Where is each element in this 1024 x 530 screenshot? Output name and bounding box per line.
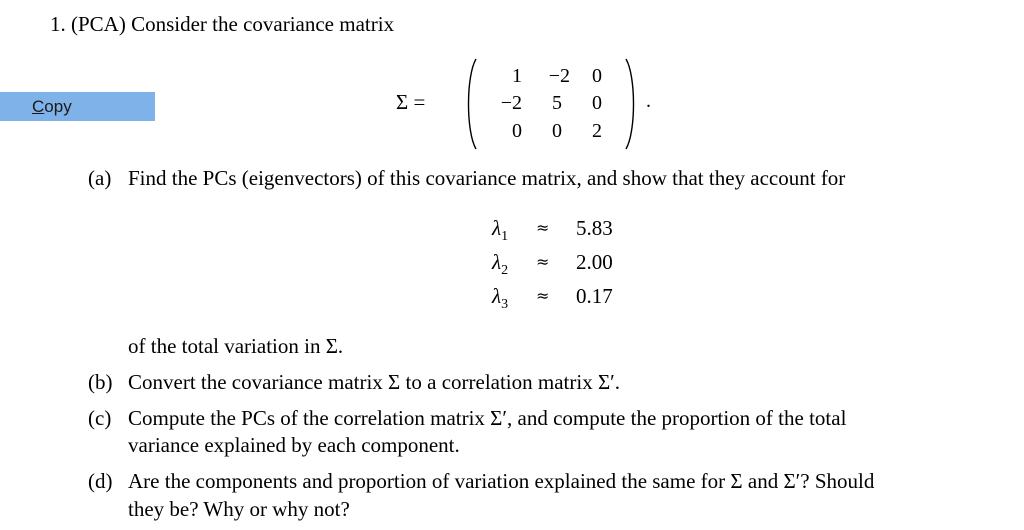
left-parenthesis <box>464 58 478 150</box>
problem-number: 1. <box>50 12 66 36</box>
eigenvalue-value: 5.83 <box>576 216 613 240</box>
matrix-cell: −2 <box>500 92 522 114</box>
eigenvalue-symbol: $\lambda_1$ <box>492 216 509 245</box>
approx-sign: ≈ <box>536 252 550 271</box>
eigenvalue-row <box>492 248 632 278</box>
copy-button-mnemonic: C <box>32 97 45 116</box>
matrix-cell: 5 <box>552 92 562 114</box>
part-a-text: Find the PCs (eigenvectors) of this covariance matrix, and show that they account for <box>128 166 846 190</box>
matrix-cell: 2 <box>592 120 602 142</box>
eigenvalue-value: 0.17 <box>576 284 613 308</box>
problem-heading <box>50 10 394 38</box>
matrix-cell: 1 <box>512 65 522 87</box>
part-c-line-1: Compute the PCs of the correlation matrix Σ′, and compute the proportion of the total <box>128 406 847 430</box>
copy-button[interactable] <box>0 92 155 121</box>
matrix-cell: 0 <box>592 65 602 87</box>
matrix-cell: 0 <box>512 120 522 142</box>
part-b-text: Convert the covariance matrix Σ to a correlation matrix Σ′. <box>128 370 621 394</box>
problem-title: (PCA) Consider the covariance matrix <box>71 12 395 36</box>
eigenvalue-symbol: $\lambda_3$ <box>492 284 509 313</box>
part-d-line-2: they be? Why or why not? <box>128 497 350 521</box>
eigenvalue-value: 2.00 <box>576 250 613 274</box>
right-parenthesis <box>624 58 638 150</box>
matrix-cell: −2 <box>548 65 570 87</box>
part-d-label: (d) <box>88 469 113 493</box>
approx-sign: ≈ <box>536 286 550 305</box>
copy-button-label: opy <box>44 97 72 116</box>
eigenvalue-row <box>492 214 632 244</box>
part-d-line-1: Are the components and proportion of variation explained the same for Σ and Σ′? Should <box>128 469 875 493</box>
matrix-cell: 0 <box>552 120 562 142</box>
eigenvalue-symbol: $\lambda_2$ <box>492 250 509 279</box>
eigenvalue-row <box>492 282 632 312</box>
covariance-matrix <box>396 58 656 150</box>
part-a-label: (a) <box>88 166 112 190</box>
approx-sign: ≈ <box>536 218 550 237</box>
matrix-lhs: Σ = <box>396 90 426 114</box>
part-c-label: (c) <box>88 406 112 430</box>
part-c-line-2: variance explained by each component. <box>128 433 460 457</box>
matrix-cell: 0 <box>592 92 602 114</box>
part-a-continuation: of the total variation in Σ. <box>128 334 344 358</box>
matrix-period: . <box>646 90 651 112</box>
part-b-label: (b) <box>88 370 113 394</box>
